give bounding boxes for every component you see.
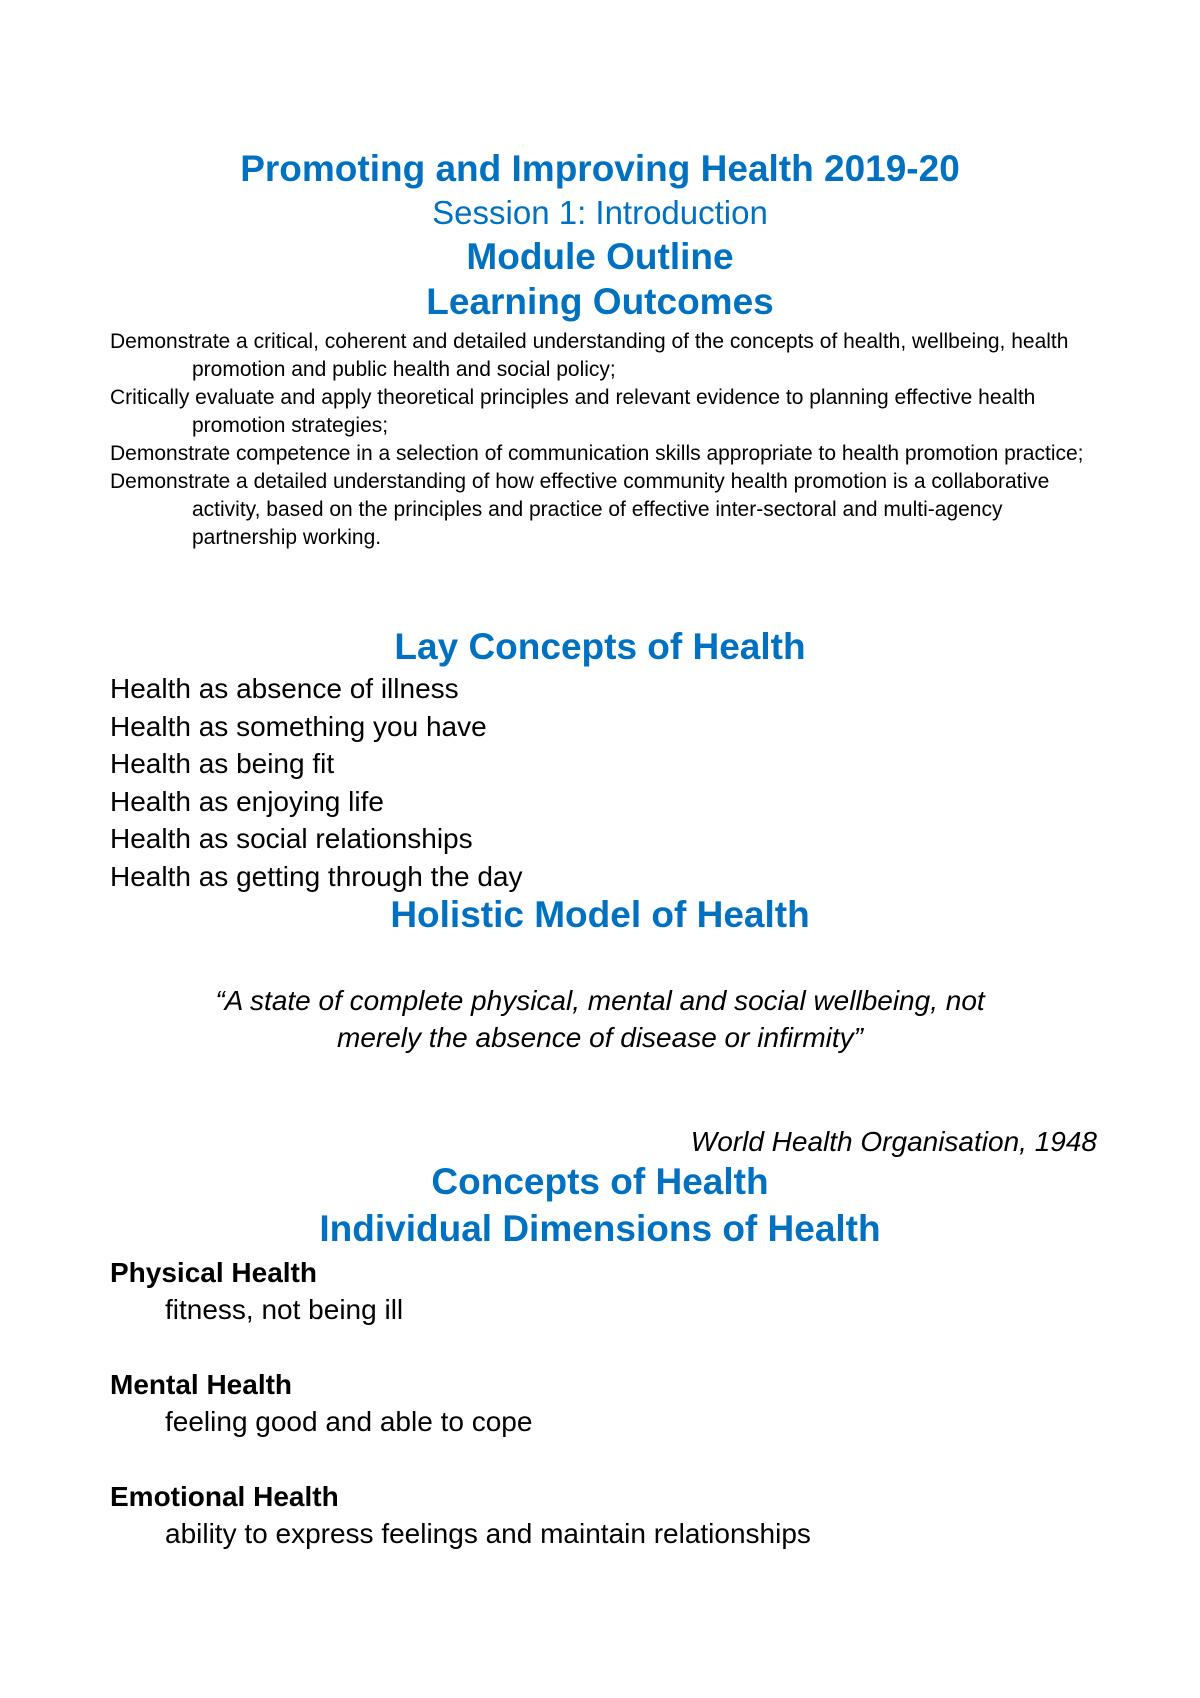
lay-concept-item: Health as social relationships xyxy=(110,823,473,854)
session-subtitle: Session 1: Introduction xyxy=(432,194,768,231)
individual-dimensions-heading: Individual Dimensions of Health xyxy=(319,1208,881,1249)
dimension-description: feeling good and able to cope xyxy=(165,1406,533,1437)
holistic-model-heading: Holistic Model of Health xyxy=(390,894,810,935)
lay-concept-item: Health as something you have xyxy=(110,710,487,742)
learning-outcomes-list xyxy=(110,328,1110,552)
lay-concepts-list xyxy=(110,670,523,895)
lay-concept-item: Health as enjoying life xyxy=(110,785,384,817)
dimension-title: Physical Health xyxy=(110,1257,317,1288)
who-definition-quote xyxy=(0,982,1200,1056)
learning-outcome-item: Demonstrate a critical, coherent and detailed understanding of the concepts of health, wellbeing, health promotion and public health and social policy; xyxy=(110,330,1069,381)
dimension-description: fitness, not being ill xyxy=(165,1294,404,1325)
lay-concepts-heading: Lay Concepts of Health xyxy=(394,626,806,667)
learning-outcome-item: Demonstrate a detailed understanding of how effective community health promotion is a collaborative activity, based on the principles and practice of effective inter-sectoral and multi-agency partnership working. xyxy=(110,470,1050,549)
dimension-item xyxy=(110,1366,811,1440)
lay-concept-item: Health as absence of illness xyxy=(110,673,459,704)
learning-outcome-item: Demonstrate competence in a selection of communication skills appropriate to health promotion practice; xyxy=(110,442,1084,465)
dimension-description: ability to express feelings and maintain relationships xyxy=(165,1518,811,1549)
concepts-of-health-heading: Concepts of Health xyxy=(431,1161,769,1202)
lay-concept-item: Health as being fit xyxy=(110,748,335,779)
dimension-title: Mental Health xyxy=(110,1369,293,1400)
learning-outcome-item: Critically evaluate and apply theoretical principles and relevant evidence to planning effective health promotion strategies; xyxy=(110,386,1036,437)
learning-outcomes-heading: Learning Outcomes xyxy=(426,281,774,322)
dimensions-list xyxy=(110,1254,811,1590)
quote-line: merely the absence of disease or infirmity” xyxy=(337,1022,863,1053)
lay-concept-item: Health as getting through the day xyxy=(110,860,523,892)
dimension-item xyxy=(110,1254,811,1328)
document-title: Promoting and Improving Health 2019-20 xyxy=(240,148,960,189)
module-outline-heading: Module Outline xyxy=(466,236,734,277)
quote-line: “A state of complete physical, mental and social wellbeing, not xyxy=(215,985,985,1016)
dimension-item xyxy=(110,1478,811,1552)
quote-citation: World Health Organisation, 1948 xyxy=(690,1126,1097,1157)
dimension-title: Emotional Health xyxy=(110,1481,339,1512)
